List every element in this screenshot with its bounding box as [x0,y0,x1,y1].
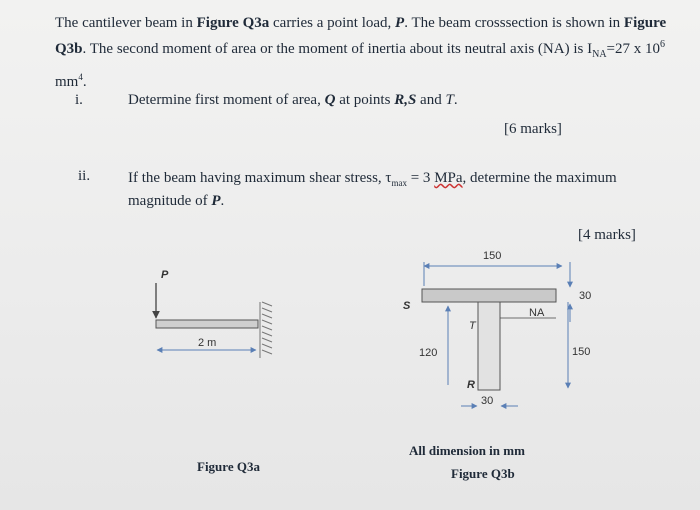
fig-a-load-label: P [161,269,169,281]
dim-web-width: 30 [481,395,494,407]
sub-ii-line1-start: If the beam having maximum shear stress, τ [128,170,392,186]
load-symbol: P [395,15,405,31]
figure-a-ref: Figure Q3a [196,15,270,31]
label-r: R [467,379,475,391]
sub-i-numeral: i. [75,92,83,108]
q-text-3: . The beam crosssection is shown in [404,15,624,31]
figure-q3a-caption: Figure Q3a [197,459,260,474]
sub-i-text-start: Determine first moment of area, [128,92,325,108]
point-t: T [445,92,454,108]
dim-flange-width: 150 [483,250,502,262]
sub-i-end: . [453,92,458,108]
label-s: S [403,300,411,312]
tau-subscript: max [391,178,407,188]
dimension-note: All dimension in mm [409,443,525,458]
dim-total-right: 150 [572,346,591,358]
inertia-exponent: 6 [660,39,666,50]
figure-b-ref: Figure Q3b [55,15,667,57]
figure-q3a [156,269,272,360]
sub-i-marks: [6 marks] [504,121,562,137]
q-text-2: carries a point load, [269,15,396,31]
t-flange [422,289,556,302]
sub-ii-marks: [4 marks] [578,227,636,243]
q-text-4: . The second moment of area or the moment of inertia about its neutral axis (NA) is I [82,41,593,57]
dim-flange-thickness: 30 [579,290,592,302]
dim-web-height: 120 [419,347,438,359]
sub-i-and: and [416,92,446,108]
load-symbol-2: P [211,193,221,209]
inertia-unit: mm [55,74,79,90]
label-t: T [469,320,476,332]
sub-ii-line1-mid: = 3 [406,170,435,186]
unit-exponent: 4 [78,72,83,82]
q-text-1: The cantilever beam in [55,15,197,31]
mpa-unit: MPa [434,170,463,186]
wall-hatching [260,302,272,358]
inertia-value: =27 x 10 [606,41,661,57]
figure-q3b [403,250,591,407]
sub-ii-line1-end: , determine the maximum [462,170,617,186]
t-web [478,302,500,390]
na-subscript: NA [592,49,607,60]
sub-ii-line2-start: magnitude of [128,193,212,209]
q-symbol: Q [324,92,336,108]
label-na: NA [529,307,545,319]
sub-i-text-mid: at points [335,92,395,108]
points-rs: R,S [394,92,417,108]
fig-a-length-label: 2 m [198,337,217,349]
figure-q3b-caption: Figure Q3b [451,466,515,481]
sub-ii-line2-end: . [220,193,225,209]
unit-end: . [82,74,87,90]
sub-ii-numeral: ii. [78,168,91,184]
cantilever-beam [156,320,258,328]
